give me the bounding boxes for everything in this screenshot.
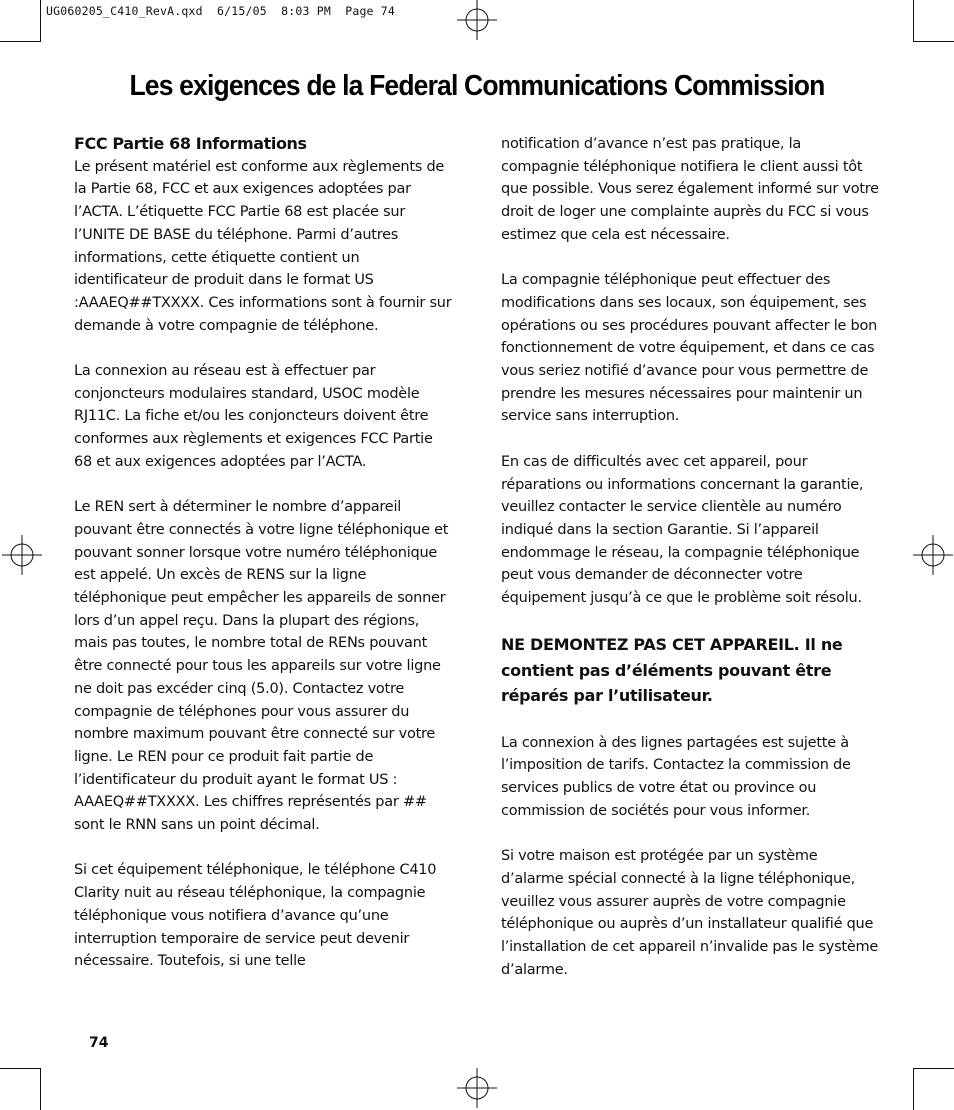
paragraph-network-harm: Si cet équipement téléphonique, le téléphone C410 Clarity nuit au réseau téléphonique, la compagnie téléphonique vous notifiera d’avance qu’une interruption temporaire de service peut devenir nécessaire. Toutefois, si une telle — [74, 862, 437, 970]
crop-mark-top-left-vertical — [40, 0, 41, 42]
registration-mark-right-icon — [913, 535, 953, 575]
crop-mark-bottom-right-vertical — [913, 1068, 914, 1110]
crop-mark-bottom-right-horizontal — [913, 1068, 954, 1069]
page-number: 74 — [89, 1035, 109, 1051]
paragraph-network-connection: La connexion au réseau est à effectuer par conjoncteurs modulaires standard, USOC modèle RJ11C. La fiche et/ou les conjoncteurs doivent être conformes aux règlements et exigences FCC Partie 68 et aux exigences adoptées par l’ACTA. — [74, 363, 433, 470]
registration-mark-bottom-icon — [457, 1068, 497, 1108]
paragraph-ren: Le REN sert à déterminer le nombre d’appareil pouvant être connectés à votre ligne téléphonique et pouvant sonner lorsque votre numéro téléphonique est appelé. Un excès de RENS sur la ligne téléphonique peut empêcher les appareils de sonner lors d’un appel reçu. Dans la plupart des régions, mais pas toutes, le nombre total de RENs pouvant être connecté pour tous les appareils sur votre ligne ne doit pas excéder cinq (5.0). Contactez votre compagnie de téléphones pour vous assurer du nombre maximum pouvant être connecté sur votre ligne. Le REN pour ce produit fait partie de l’identificateur du produit ayant le format US : AAAEQ##TXXXX. Les chiffres représentés par ## sont le RNN sans un point décimal. — [74, 499, 449, 834]
crop-mark-bottom-left-vertical — [40, 1068, 41, 1110]
crop-mark-top-right-vertical — [913, 0, 914, 42]
paragraph-fcc-label: Le présent matériel est conforme aux règlements de la Partie 68, FCC et aux exigences adoptées par l’ACTA. L’étiquette FCC Partie 68 est placée sur l’UNITE DE BASE du téléphone. Parmi d’autres informations, cette étiquette contient un identificateur de produit dans le format US :AAAEQ##TXXXX. Ces informations sont à fournir sur demande à votre compagnie de téléphone. — [74, 158, 452, 334]
print-slug-line: UG060205_C410_RevA.qxd 6/15/05 8:03 PM Page 74 — [46, 4, 396, 18]
registration-mark-left-icon — [2, 535, 42, 575]
crop-mark-bottom-left-horizontal — [0, 1068, 41, 1069]
paragraph-phone-company-changes: La compagnie téléphonique peut effectuer des modifications dans ses locaux, son équipement, ses opérations ou ses procédures pouvant affecter le bon fonctionnement de votre équipement, et dans ce cas vous seriez notifié d’avance pour vous permettre de prendre les mesures nécessaires pour maintenir un service sans interruption. — [501, 272, 878, 425]
paragraph-repairs: En cas de difficultés avec cet appareil, pour réparations ou informations concernant la garantie, veuillez contacter le service clientèle au numéro indiqué dans la section Garantie. Si l’appareil endommage le réseau, la compagnie téléphonique peut vous demander de déconnecter votre équipement jusqu’à ce que le problème soit résolu. — [501, 453, 864, 607]
section-heading: FCC Partie 68 Informations — [74, 134, 307, 153]
right-column — [501, 133, 883, 981]
crop-mark-top-left-horizontal — [0, 41, 41, 42]
registration-mark-top-icon — [457, 0, 497, 40]
page-title: Les exigences de la Federal Communications Commission — [129, 70, 825, 102]
paragraph-advance-notice: notification d’avance n’est pas pratique, la compagnie téléphonique notifiera le client aussi tôt que possible. Vous serez également informé sur votre droit de loger une complainte auprès du FCC si vous estimez que cela est nécessaire. — [501, 136, 879, 243]
crop-mark-top-right-horizontal — [913, 41, 954, 42]
warning-do-not-disassemble: NE DEMONTEZ PAS CET APPAREIL. Il ne contient pas d’éléments pouvant être réparés par l’utilisateur. — [501, 635, 843, 706]
left-column — [74, 133, 454, 973]
paragraph-party-lines: La connexion à des lignes partagées est sujette à l’imposition de tarifs. Contactez la commission de services publics de votre état ou province ou commission de sociétés pour vous informer. — [501, 734, 851, 819]
paragraph-alarm-system: Si votre maison est protégée par un système d’alarme spécial connecté à la ligne téléphonique, veuillez vous assurer auprès de votre compagnie téléphonique ou auprès d’un installateur qualifié que l’installation de cet appareil n’invalide pas le système d’alarme. — [501, 848, 879, 978]
